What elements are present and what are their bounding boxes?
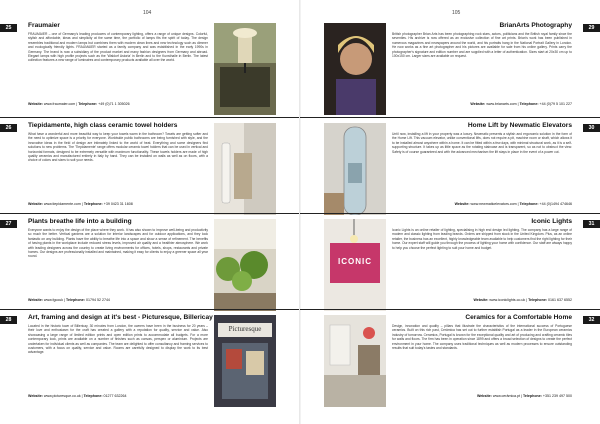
listing-body: FRAUMAIER – one of Germany's leading producers of contemporary lighting, offers a range of unique designs. Colorful, stylish and affordable, ideas and simplicity at the same time, the portfolio of lamps fits the spirit of today. The design resembles traditional and modern lamps but combines them with modern clean lines and new technology such as dimmer and ecologically friendly lights. FRAUMAIER started as a family company and was established in the early 1990s in Germany. The brand is now a subsidiary of the product market and many fashion designers from Germany and abroad. Elegant lamps with high profile projects such as the 'Waldorf Astoria' in Berlin and to the Kunsthalle in Berlin. The latest collection features a new range of luminaires and contemporary products available all over the world. <box>28 32 208 63</box>
page-number-left: 104 <box>143 10 152 16</box>
listing-contact: Website: www.picturesque.co.uk | Telephone: 01277 632264 <box>28 394 127 398</box>
phone-number: 01794 52 2744 <box>85 298 110 302</box>
website-label: Website: <box>470 102 486 106</box>
listing-number: 25 <box>0 24 17 32</box>
home-lift-photo <box>324 123 386 215</box>
website-label: Website: <box>473 298 489 302</box>
listing-title: Art, framing and design at it's best - Picturesque, Billericay <box>28 314 213 321</box>
phone-label: Telephone: <box>66 298 85 302</box>
listing-contact: Website: www.newmaticelevators.com | Telephone: +44 (0)1494 474646 <box>454 202 572 206</box>
iconic-logo-text: ICONIC <box>338 257 372 266</box>
listing-title: Iconic Lights <box>531 218 572 225</box>
iconic-lights-photo <box>324 219 386 311</box>
website-label: Website: <box>28 202 43 206</box>
shop-sign-text: Picturesque <box>228 325 262 333</box>
listing-contact: Website: www.fgcouk | Telephone: 01794 52 2744 <box>28 298 110 302</box>
listing-number: 31 <box>583 220 600 228</box>
website-link[interactable]: www.newmaticelevators.com <box>470 202 517 206</box>
website-link[interactable]: www.tiepidamente.com <box>43 202 81 206</box>
listing-title: BrianArts Photography <box>499 22 572 29</box>
phone-number: +39 0423 31 1608 <box>103 202 133 206</box>
listing-body: Everyone wants to enjoy the design of the place where they work. It has also shown to improve well-being and productivity so much the better. Vertical gardens are a solution for interior landscapes and for outdoor applications, and they look fantastic on any building. Plants have the ability to breathe life into a space and show a sense of refinement. The benefits of having plants in the workplace include reduced stress levels, improved air quality and a healthier atmosphere. We work with leading designers across the country to create living environments for offices, hotels, shops, restaurants and private homes. Our designs are professionally installed and maintained, making it easy for clients to enjoy a greener space all year round. <box>28 228 208 259</box>
phone-label: Telephone: <box>528 298 548 302</box>
listing-number: 26 <box>0 124 17 132</box>
phone-number: +351 239 497 500 <box>542 394 572 398</box>
website-label: Website: <box>454 202 470 206</box>
listing-title: Plants breathe life into a building <box>28 218 132 225</box>
phone-label: Telephone: <box>78 102 98 106</box>
listing-number: 29 <box>583 24 600 32</box>
phone-label: Telephone: <box>83 394 103 398</box>
listing-title: Fraumaier <box>28 22 60 29</box>
listing-25 <box>0 18 300 118</box>
plants-office-photo <box>214 219 276 311</box>
listing-body: Design, innovation and quality – pillars that illustrate the characteristics of the international success of Portuguese ceramics. Built on this rich past, Cerâmica has set out to further establish Portugal as a leader in the European ceramics industry of tomorrow. Ceramics, Portugal is known for the exceptional quality and art of producing and crafting ceramic tiles for walls and floors. The firm has been in operation since 1899 and offers a broad selection of designs to create the perfect environment in your home. The company uses traditional techniques as well as modern processes to ensure outstanding results that suit today's tastes and standards. <box>392 324 572 351</box>
listing-title: Ceramics for a Comfortable Home <box>465 314 572 321</box>
listing-number: 30 <box>583 124 600 132</box>
listing-28 <box>0 310 300 410</box>
website-link[interactable]: www.fgcouk <box>43 298 64 302</box>
phone-label: Telephone: <box>519 202 539 206</box>
picturesque-shopfront-photo <box>214 315 276 407</box>
listing-body: Iconic Lights is an online retailer of lighting, specialising in high end design led lighting. The company has a large range of modern and classic lighting from leading brands. Orders are shipped from stock in the United Kingdom. Plus, as an online retailer, the business has an excellent, highly knowledgeable team available to help customers find the right lighting for their home. Our expert staff will guide you through the process of lighting your home with confidence. Our staff are always happy to help you choose the perfect lighting to suit your home and budget. <box>392 228 572 250</box>
website-link[interactable]: www.brianarts.com <box>486 102 517 106</box>
page-number-right: 105 <box>452 10 461 16</box>
website-label: Website: <box>28 102 43 106</box>
listing-30 <box>300 118 600 218</box>
phone-number: +44 (0)1494 474646 <box>539 202 572 206</box>
phone-number: 01277 632264 <box>103 394 127 398</box>
listing-32 <box>300 310 600 410</box>
listing-contact: Website: www.iconiclights.co.uk | Telephone: 0161 637 6552 <box>473 298 572 302</box>
website-label: Website: <box>476 394 492 398</box>
listing-contact: Website: www.brianarts.com | Telephone: +44 (0)79 5 101 227 <box>470 102 572 106</box>
listing-31 <box>300 214 600 314</box>
listing-27 <box>0 214 300 314</box>
website-link[interactable]: www.fraumaier.com <box>43 102 76 106</box>
phone-number: 0161 637 6552 <box>548 298 572 302</box>
listing-body: Until now, installing a lift in your property was a luxury. Newmatic presents a stylish and ergonomic solution in the form of the Home Lift. This vacuum elevator, unlike conventional lifts, does not require a pit, machine room or shaft, which allows it to be installed almost anywhere within a home. It can be fitted within a few days, with minimal structural work, as it is a self-supporting structure. It takes up as little space as the rotating staircase and is transparent, so as not to obstruct the view. Safety is of course guaranteed and with the advanced mechanism the lift stays in place in the event of a power cut. <box>392 132 572 154</box>
phone-number: +49 (0)71 1 305026 <box>98 102 130 106</box>
listing-contact: Website: www.tiepidamente.com | Telephone: +39 0423 31 1608 <box>28 202 133 206</box>
listing-title: Tiepidamente, high class ceramic towel holders <box>28 122 178 129</box>
listing-body: Located in the historic town of Billericay, 30 minutes from London, the owners have been in the business for 20 years – their love and enthusiasm for the craft has created a gallery with a reputation for quality, service and value. Also showcasing a large range of limited edition prints and open edition prints to accommodate all budgets. For a more contemporary look, prints are available on a number of finishes such as canvas, perspex or aluminium. Projects are undertaken for individual clients as well as companies. The team are delighted to offer consultancy and framing services to customers, with a focus on quality, service and value. Rooms are carefully designed to display the work to its best advantage. <box>28 324 208 355</box>
phone-label: Telephone: <box>523 394 542 398</box>
portrait-photo <box>324 23 386 115</box>
listing-26 <box>0 118 300 218</box>
phone-label: Telephone: <box>519 102 539 106</box>
towel-holder-photo <box>214 123 276 215</box>
listing-title: Home Lift by Newmatic Elevators <box>467 122 572 129</box>
listing-body: What have a wonderful and more beautiful way to keep your towels warm in the bathroom? Towels are getting softer and the need to optimize space is a priority for everyone. Worldwide public bathrooms are being furnished with style, and the innovative ideas in the field of design are intimately linked to the world of heat. Everything and some designers find solutions to new problems. The 'Tiepidamente' range offers modular ceramic towel holders that can be used in vertical and horizontal formats, designed to be extremely versatile with maximum functionality. These towels holders are made of high quality ceramics and manufactured entirely in Italy by hand. They can be installed on walls as well as on floors, with a choice of colors and sizes to suit your needs. <box>28 132 208 163</box>
website-link[interactable]: www.iconiclights.co.uk <box>489 298 526 302</box>
listing-body: British photographer Brian Arts has been photographing rock stars, actors, politicians and the British royal family since the seventies. His archive is now offered as an exclusive collection of fine art prints. Brian's work has been published in numerous magazines and newspapers around the world, and his portraits hang in the National Portrait Gallery in London. He now works as a fine art photographer and his pictures are available for sale from his online gallery. Prints carry the photographer's signature and edition number and are supplied with a letter of authentication. Sizes start at 20x30 cm up to 100x150 cm. Larger sizes are available on request. <box>392 32 572 59</box>
listing-number: 27 <box>0 220 17 228</box>
ceramics-room-photo <box>324 315 386 407</box>
website-link[interactable]: www.cerâmica.pt <box>492 394 521 398</box>
listing-contact: Website: www.cerâmica.pt | Telephone: +351 239 497 500 <box>476 394 572 398</box>
phone-label: Telephone: <box>83 202 103 206</box>
listing-number: 28 <box>0 316 17 324</box>
right-page <box>300 0 600 424</box>
listing-number: 32 <box>583 316 600 324</box>
website-label: Website: <box>28 298 43 302</box>
phone-number: +44 (0)79 5 101 227 <box>539 102 572 106</box>
website-label: Website: <box>28 394 43 398</box>
website-link[interactable]: www.picturesque.co.uk <box>43 394 81 398</box>
listing-29 <box>300 18 600 118</box>
listing-contact: Website: www.fraumaier.com | Telephone: +49 (0)71 1 305026 <box>28 102 130 106</box>
lamp-product-photo <box>214 23 276 115</box>
